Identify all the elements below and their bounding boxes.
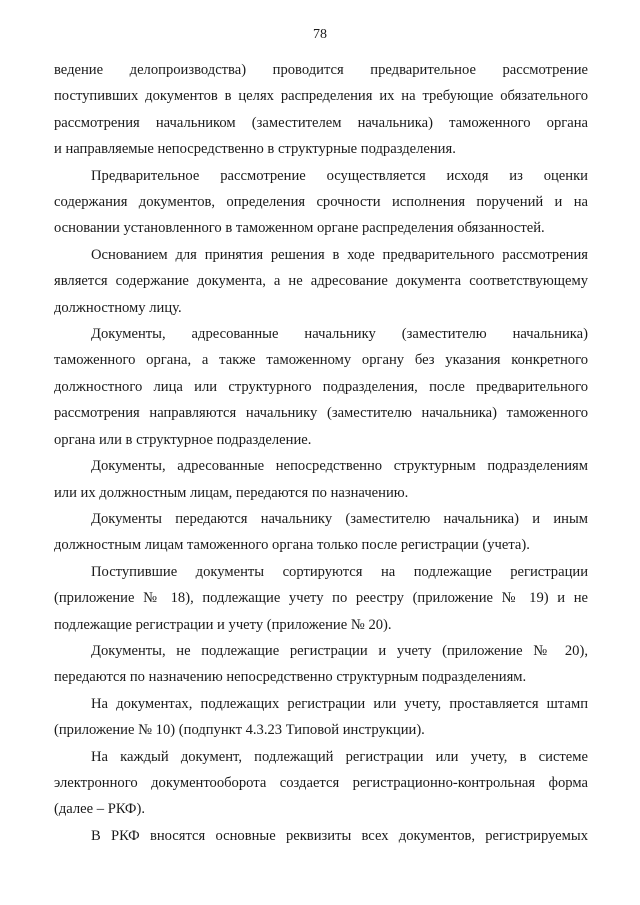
- paragraph-3-line-1: Основанием для принятия решения в ходе предварительного рассмотрения: [91, 246, 588, 263]
- paragraph-1-line-4: и направляемые непосредственно в структурные подразделения.: [54, 141, 456, 158]
- paragraph-10-line-3: (далее – РКФ).: [54, 801, 145, 818]
- paragraph-5-line-2: или их должностным лицам, передаются по назначению.: [54, 484, 409, 501]
- paragraph-11-line-1: В РКФ вносятся основные реквизиты всех документов, регистрируемых: [91, 827, 588, 844]
- paragraph-2-line-3: основании установленного в таможенном органе распределения обязанностей.: [54, 220, 545, 237]
- paragraph-1-line-1: ведение делопроизводства) проводится предварительное рассмотрение: [54, 62, 588, 78]
- paragraph-4-line-1: Документы, адресованные начальнику (заместителю начальника): [91, 326, 588, 343]
- paragraph-5-line-1: Документы, адресованные непосредственно структурным подразделениям: [91, 458, 588, 475]
- paragraph-4-line-4: рассмотрения направляются начальнику (заместителю начальника) таможенного: [54, 405, 588, 422]
- paragraph-3-line-2: является содержание документа, а не адресование документа соответствующему: [54, 273, 588, 290]
- page-number: 78: [313, 27, 327, 42]
- paragraph-7-line-3: подлежащие регистрации и учету (приложение № 20).: [54, 616, 392, 633]
- paragraph-4-line-2: таможенного органа, а также таможенному органу без указания конкретного: [54, 352, 588, 369]
- paragraph-9-line-1: На документах, подлежащих регистрации или учету, проставляется штамп: [91, 695, 588, 712]
- paragraph-10-line-2: электронного документооборота создается регистрационно-контрольная форма: [54, 774, 588, 791]
- paragraph-4-line-3: должностного лица или структурного подразделения, после предварительного: [54, 378, 588, 395]
- paragraph-6-line-1: Документы передаются начальнику (заместителю начальника) и иным: [91, 510, 588, 527]
- paragraph-1-line-2: поступивших документов в целях распределения их на требующие обязательного: [54, 88, 588, 105]
- paragraph-2-line-2: содержания документов, определения срочности исполнения поручений и на: [54, 194, 588, 211]
- paragraph-6-line-2: должностным лицам таможенного органа только после регистрации (учета).: [54, 537, 530, 554]
- document-body: [54, 57, 588, 849]
- paragraph-3-line-3: должностному лицу.: [54, 299, 182, 316]
- paragraph-10-line-1: На каждый документ, подлежащий регистрации или учету, в системе: [91, 748, 588, 765]
- paragraph-8-line-1: Документы, не подлежащие регистрации и учету (приложение № 20),: [91, 642, 588, 659]
- paragraph-9-line-2: (приложение № 10) (подпункт 4.3.23 Типовой инструкции).: [54, 722, 425, 739]
- paragraph-7-line-2: (приложение № 18), подлежащие учету по реестру (приложение № 19) и не: [54, 590, 588, 607]
- paragraph-8-line-2: передаются по назначению непосредственно структурным подразделениям.: [54, 669, 527, 686]
- paragraph-7-line-1: Поступившие документы сортируются на подлежащие регистрации: [91, 563, 588, 580]
- paragraph-2-line-1: Предварительное рассмотрение осуществляется исходя из оценки: [91, 167, 588, 184]
- paragraph-1-line-3: рассмотрения начальником (заместителем начальника) таможенного органа: [54, 114, 588, 131]
- paragraph-4-line-5: органа или в структурное подразделение.: [54, 431, 312, 448]
